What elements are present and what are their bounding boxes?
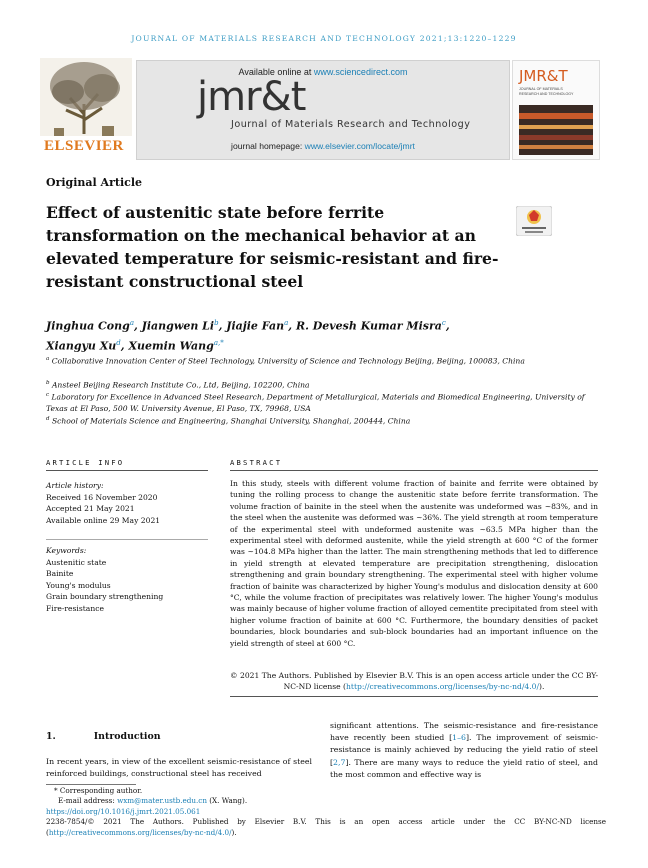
article-history (46, 480, 206, 526)
author-affiliation-marker[interactable]: a,* (213, 338, 224, 347)
affiliation-text: School of Materials Science and Engineering, Shanghai University, Shanghai, 200444, China (51, 416, 411, 426)
author-name[interactable]: Jinghua Cong (46, 319, 130, 333)
abstract-bottom-rule (230, 696, 598, 697)
history-accepted: Accepted 21 May 2021 (46, 504, 135, 514)
keyword: Bainite (46, 569, 74, 579)
sciencedirect-link[interactable]: www.sciencedirect.com (313, 67, 408, 77)
check-for-updates-icon[interactable] (516, 206, 552, 236)
journal-running-header: JOURNAL OF MATERIALS RESEARCH AND TECHNOLOGY 2021;13:1220–1229 (131, 34, 517, 43)
author-affiliation-marker[interactable]: a (284, 319, 289, 327)
affiliation-text: Laboratory for Excellence in Advanced Steel Research, Department of Metallurgical, Materials and Biomedical Engineering, University of Texas at El Paso, 500 W. University Avenue, El Paso, TX, 79968, USA (46, 392, 585, 413)
abstract-rule (230, 470, 598, 471)
affiliation-marker: b (46, 380, 50, 386)
issn-license-note: 2238-7854/© 2021 The Authors. Published by Elsevier B.V. This is an open access article under the CC BY-NC-ND license (http://creativecommons.org/licenses/by-nc-nd/4.0/). (46, 817, 606, 837)
author-name[interactable]: R. Devesh Kumar Misra (295, 319, 442, 333)
footer-license-link[interactable]: http://creativecommons.org/licenses/by-nc-nd/4.0/ (48, 827, 232, 837)
author-affiliation-marker[interactable]: c (441, 319, 446, 327)
abstract-heading: ABSTRACT (230, 458, 283, 467)
email-note: E-mail address: wxm@mater.ustb.edu.cn (X. Wang). (58, 796, 248, 806)
affiliation (46, 354, 586, 367)
cover-subtitle: JOURNAL OF MATERIALS RESEARCH AND TECHNOLOGY (519, 87, 574, 96)
keyword: Young's modulus (46, 580, 111, 590)
history-label: Article history: (46, 481, 104, 490)
author-name[interactable]: Jiangwen Li (141, 319, 215, 333)
keyword: Austenitic state (46, 557, 107, 567)
author-name[interactable]: Xuemin Wang (128, 339, 214, 353)
email-link[interactable]: wxm@mater.ustb.edu.cn (117, 796, 207, 806)
article-info-heading: ARTICLE INFO (46, 458, 125, 467)
article-title: Effect of austenitic state before ferrite transformation on the mechanical behavior at an elevated temperature for seismic-resistant and fire-resistant constructional steel (46, 203, 499, 291)
section-heading-introduction: 1. Introduction (46, 731, 161, 742)
author-affiliation-marker[interactable]: d (116, 338, 121, 347)
author-name[interactable]: Jiajie Fan (226, 319, 285, 333)
affiliation (46, 378, 586, 391)
journal-logo: jmr&t (197, 74, 306, 120)
keyword: Grain boundary strengthening (46, 592, 164, 602)
author-separator: , (288, 319, 296, 333)
abstract-text: In this study, steels with different volume fraction of bainite and ferrite were obtained by tuning the rolling process to change the austenitic state before ferrite transformation. The volume fraction of bainite in the steel when the austenite was undeformed was ~83%, and in the steel when the austenite was deformed was ~36%. The yield strength at room temperature of the experimental steel with undeformed austenite was ~63.5 MPa higher than the experimental steel with deformed austenite, while the yield strength at 600 °C of the former was ~104.8 MPa higher than the latter. The main strengthening methods that led to difference in yield strength at elevated temperature are precipitation strengthening, dislocation strengthening and grain boundary strengthening. The experimental steel with higher volume fraction of bainite was characterized by higher Young's modulus and dislocation density at 600 °C, while the volume fraction of precipitates was relatively lower. The higher Young's modulus was mainly because of higher volume fraction of alloyed cementite precipitated from steel with higher volume fraction of bainite at 600 °C. Furthermore, the boundary densities of packet boundaries, block boundaries and sub-block boundaries had an important influence on the yield strength of steel at 600 °C. (230, 479, 598, 648)
affiliation-marker: d (46, 416, 50, 422)
affiliation (46, 414, 586, 427)
journal-full-name: Journal of Materials Research and Technology (231, 119, 471, 130)
citation-link[interactable]: 1–6 (452, 733, 466, 743)
author-separator: , (134, 319, 142, 333)
author-separator: , (120, 339, 129, 353)
intro-left-column: In recent years, in view of the excellent seismic-resistance of steel reinforced buildings, constructional steel has received (46, 757, 312, 779)
article-type: Original Article (46, 176, 143, 189)
homepage-link[interactable]: www.elsevier.com/locate/jmrt (304, 141, 415, 151)
footnotes (46, 786, 606, 838)
abstract-license: © 2021 The Authors. Published by Elsevier B.V. This is an open access article under the CC BY-NC-ND license (http://creativecommons.org/licenses/by-nc-nd/4.0/). (230, 671, 599, 692)
affiliation-text: Collaborative Innovation Center of Steel Technology, University of Science and Technology Beijing, Beijing, 100083, China (51, 356, 525, 366)
author-list (46, 315, 566, 354)
publisher-name: ELSEVIER (44, 138, 124, 154)
available-online: Available online at www.sciencedirect.com (238, 67, 408, 77)
author-affiliation-marker[interactable]: a (129, 319, 134, 327)
footnote-rule (46, 784, 136, 785)
history-online: Available online 29 May 2021 (46, 515, 161, 525)
keyword: Fire-resistance (46, 603, 104, 613)
journal-banner (136, 60, 510, 160)
affiliation-marker: c (46, 392, 50, 398)
keywords (46, 545, 206, 615)
corresponding-note: * Corresponding author. (54, 786, 143, 795)
keywords-label: Keywords: (46, 546, 87, 555)
cover-image (519, 105, 593, 155)
cover-logo: JMR&T (519, 67, 568, 85)
info-rule (46, 470, 208, 471)
history-rule (46, 539, 208, 540)
affiliation-marker: a (46, 356, 50, 362)
intro-right-column: significant attentions. The seismic-resistance and fire-resistance have recently been studied [1–6]. The improvement of seismic-resistance is mainly achieved by reducing the yield ratio of steel [2,7]. There are many ways to reduce the yield ratio of steel, and the most common and effective way is (330, 721, 598, 779)
doi-link[interactable]: https://doi.org/10.1016/j.jmrt.2021.05.061 (46, 806, 201, 816)
author-separator: , (218, 319, 227, 333)
affiliation (46, 390, 586, 414)
affiliation-text: Ansteel Beijing Research Institute Co., Ltd, Beijing, 102200, China (51, 380, 310, 390)
license-link[interactable]: http://creativecommons.org/licenses/by-nc-nd/4.0/ (346, 682, 540, 692)
author-affiliation-marker[interactable]: b (214, 319, 219, 327)
history-received: Received 16 November 2020 (46, 492, 158, 502)
journal-homepage: journal homepage: www.elsevier.com/locate/jmrt (231, 141, 415, 151)
journal-cover (512, 60, 600, 160)
author-separator: , (445, 319, 450, 333)
citation-link[interactable]: 2,7 (333, 757, 346, 767)
author-name[interactable]: Xiangyu Xu (46, 339, 117, 353)
